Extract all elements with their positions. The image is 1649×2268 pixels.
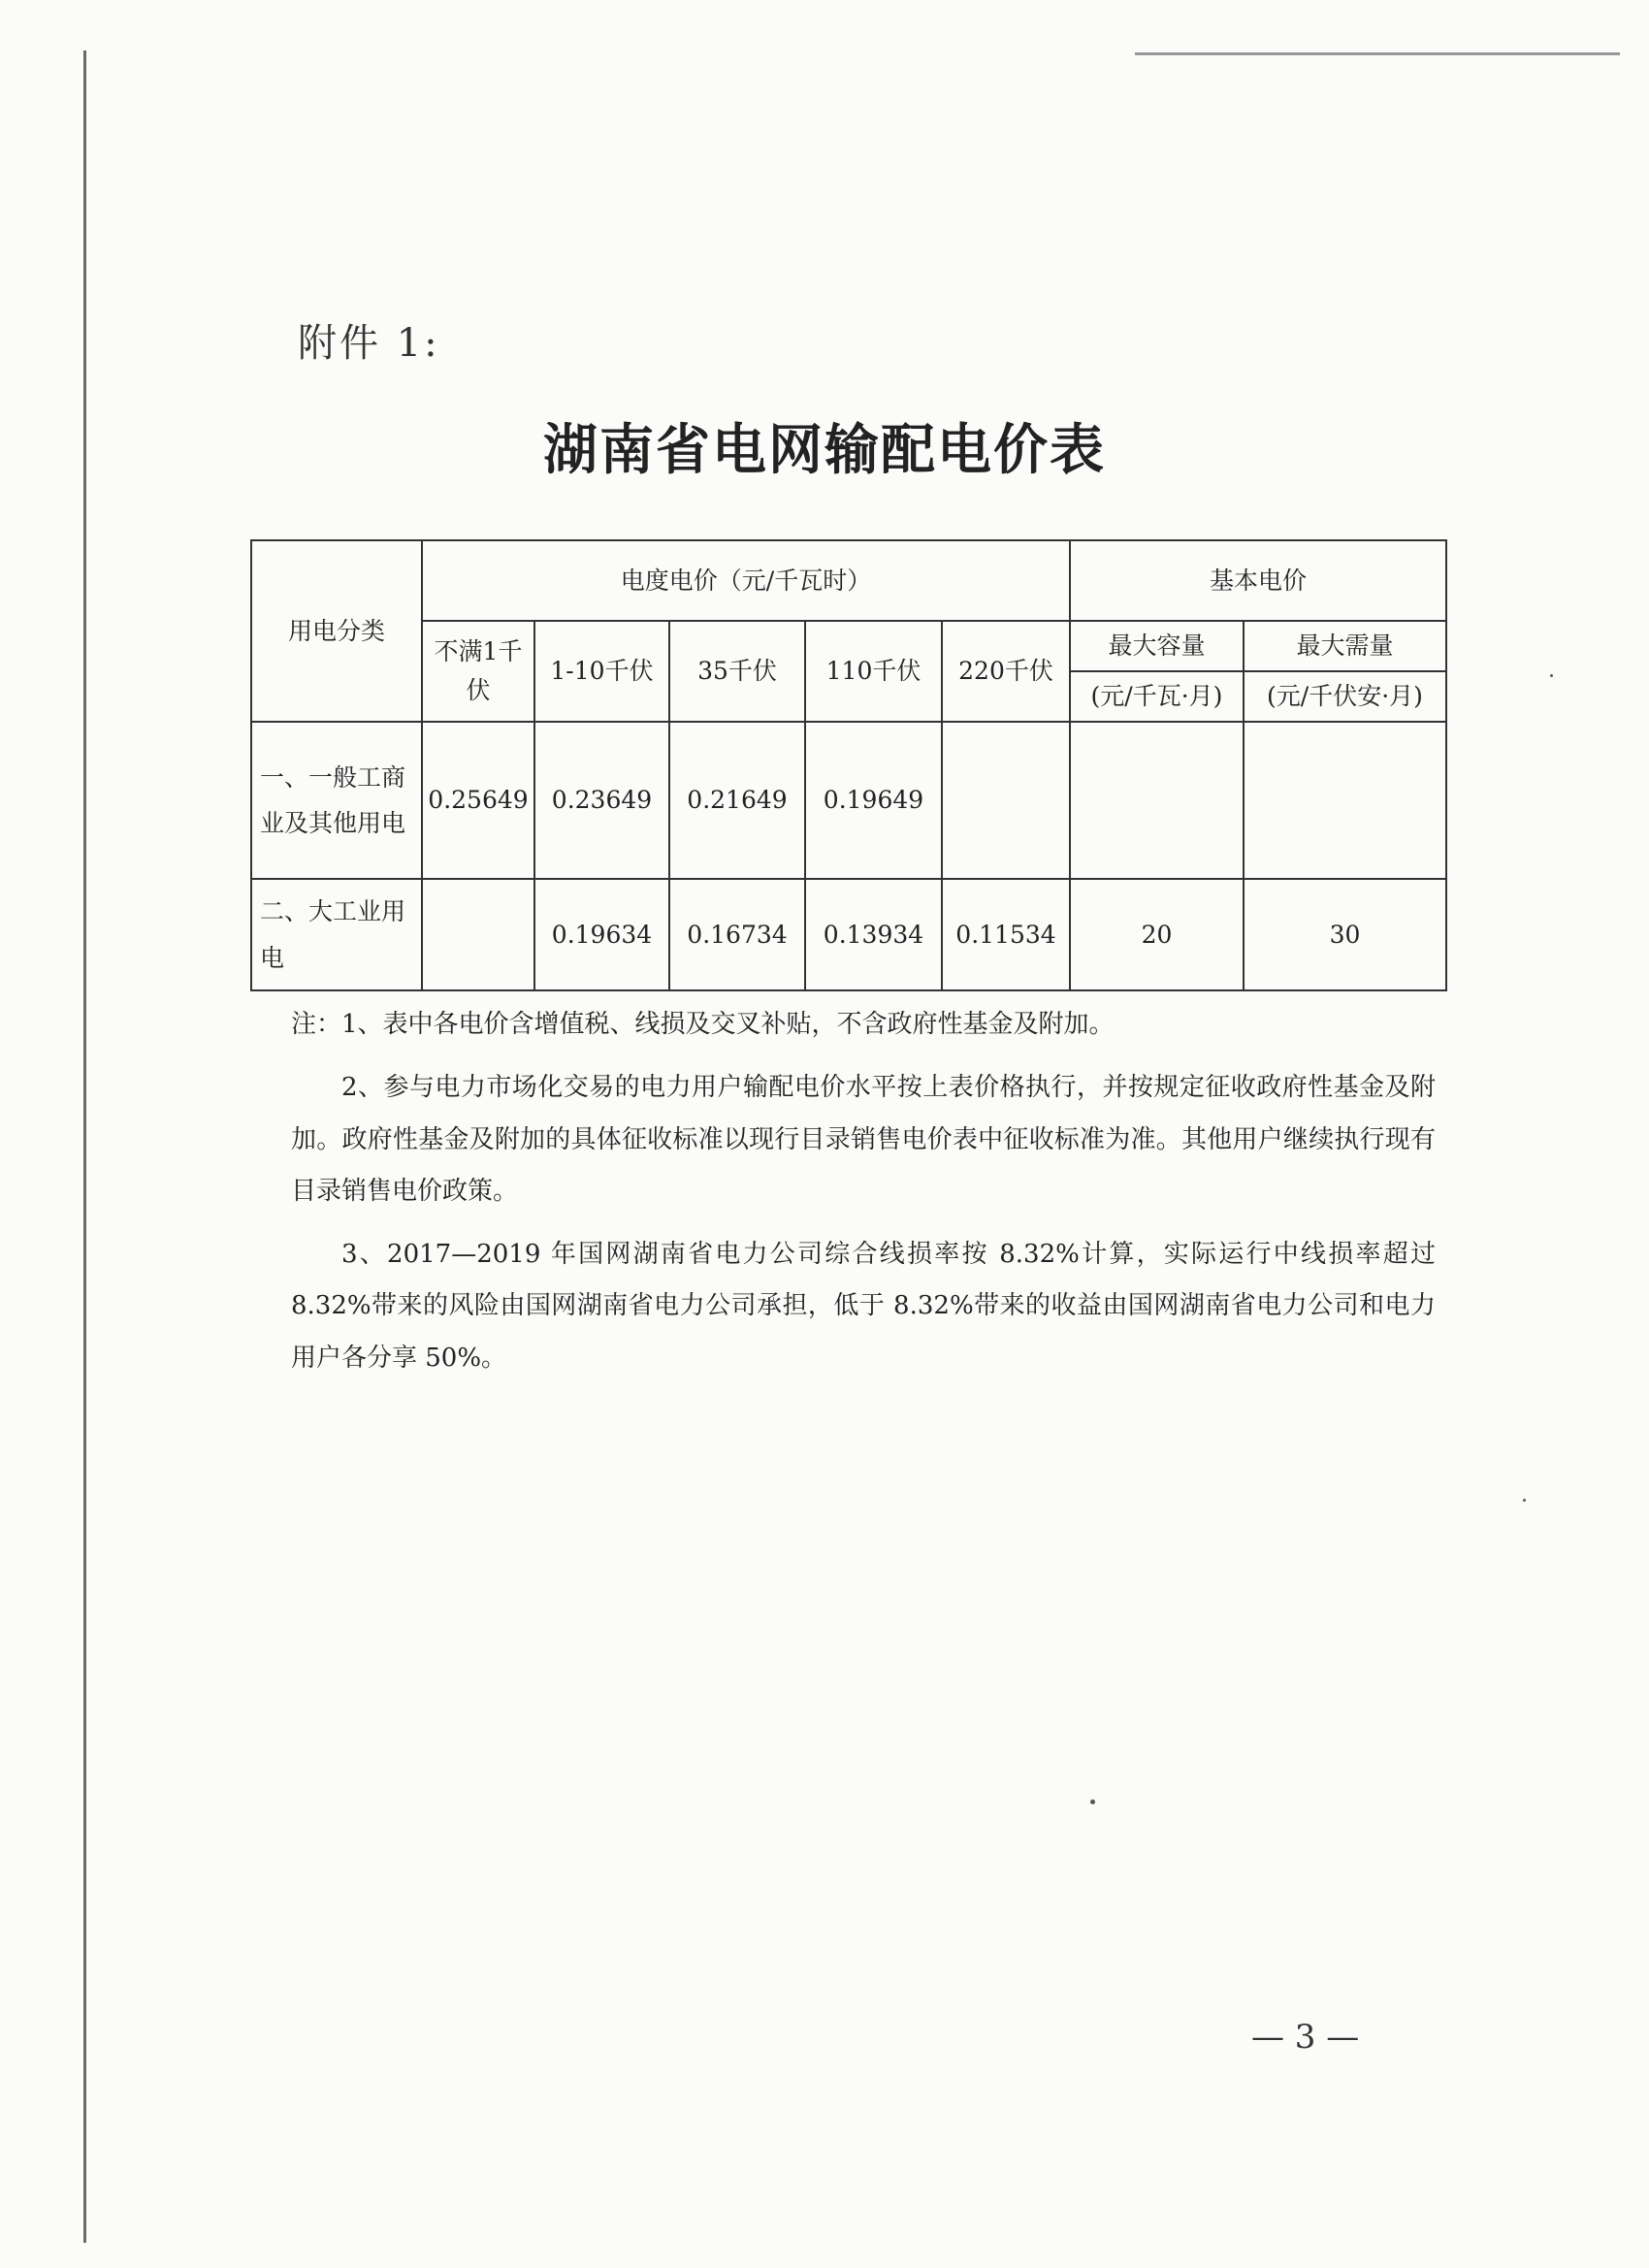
price-cell: 0.23649 <box>534 722 669 879</box>
voltage-header: 35千伏 <box>669 621 805 722</box>
price-cell: 0.25649 <box>422 722 534 879</box>
note-1: 注：1、表中各电价含增值税、线损及交叉补贴，不含政府性基金及附加。 <box>291 1010 1115 1039</box>
voltage-header: 110千伏 <box>805 621 942 722</box>
page-title: 湖南省电网输配电价表 <box>543 418 1106 482</box>
price-cell: 0.13934 <box>805 879 942 990</box>
note-3: 3、2017—2019 年国网湖南省电力公司综合线损率按 8.32%计算，实际运行中线损率超过8.32%带来的风险由国网湖南省电力公司承担，低于 8.32%带来的收益由国网湖南省电力公司和电力用户各分享 50%。 <box>291 1240 1436 1373</box>
demand-cell <box>1244 722 1446 879</box>
capacity-unit: (元/千瓦·月) <box>1070 671 1244 722</box>
price-cell: 0.16734 <box>669 879 805 990</box>
price-cell: 0.19634 <box>534 879 669 990</box>
basic-price-header: 基本电价 <box>1070 540 1446 621</box>
scan-edge-left <box>83 50 86 2243</box>
category-cell: 一、一般工商业及其他用电 <box>251 722 422 879</box>
demand-header: 最大需量 <box>1244 621 1446 671</box>
annex-label: 附件 1: <box>298 321 440 366</box>
energy-price-header: 电度电价（元/千瓦时） <box>422 540 1070 621</box>
voltage-header: 220千伏 <box>942 621 1070 722</box>
demand-cell: 30 <box>1244 879 1446 990</box>
voltage-header: 不满1千伏 <box>422 621 534 722</box>
scan-speck <box>1090 1799 1095 1804</box>
demand-unit: (元/千伏安·月) <box>1244 671 1446 722</box>
notes-section <box>291 999 1436 1396</box>
scan-speck <box>1550 674 1553 677</box>
page-number: — 3 — <box>1251 2018 1360 2057</box>
category-cell: 二、大工业用电 <box>251 879 422 990</box>
category-header: 用电分类 <box>251 540 422 722</box>
price-cell <box>422 879 534 990</box>
capacity-header: 最大容量 <box>1070 621 1244 671</box>
header-row-2 <box>251 621 1446 671</box>
price-cell: 0.11534 <box>942 879 1070 990</box>
table-row <box>251 722 1446 879</box>
scan-speck <box>1523 1499 1526 1502</box>
capacity-cell <box>1070 722 1244 879</box>
scan-edge-top <box>1135 52 1620 55</box>
price-cell <box>942 722 1070 879</box>
price-cell: 0.19649 <box>805 722 942 879</box>
header-row-1 <box>251 540 1446 621</box>
table-row <box>251 879 1446 990</box>
capacity-cell: 20 <box>1070 879 1244 990</box>
voltage-header: 1-10千伏 <box>534 621 669 722</box>
tariff-table <box>250 539 1447 991</box>
note-2: 2、参与电力市场化交易的电力用户输配电价水平按上表价格执行，并按规定征收政府性基金及附加。政府性基金及附加的具体征收标准以现行目录销售电价表中征收标准为准。其他用户继续执行现有目录销售电价政策。 <box>291 1073 1436 1206</box>
price-cell: 0.21649 <box>669 722 805 879</box>
